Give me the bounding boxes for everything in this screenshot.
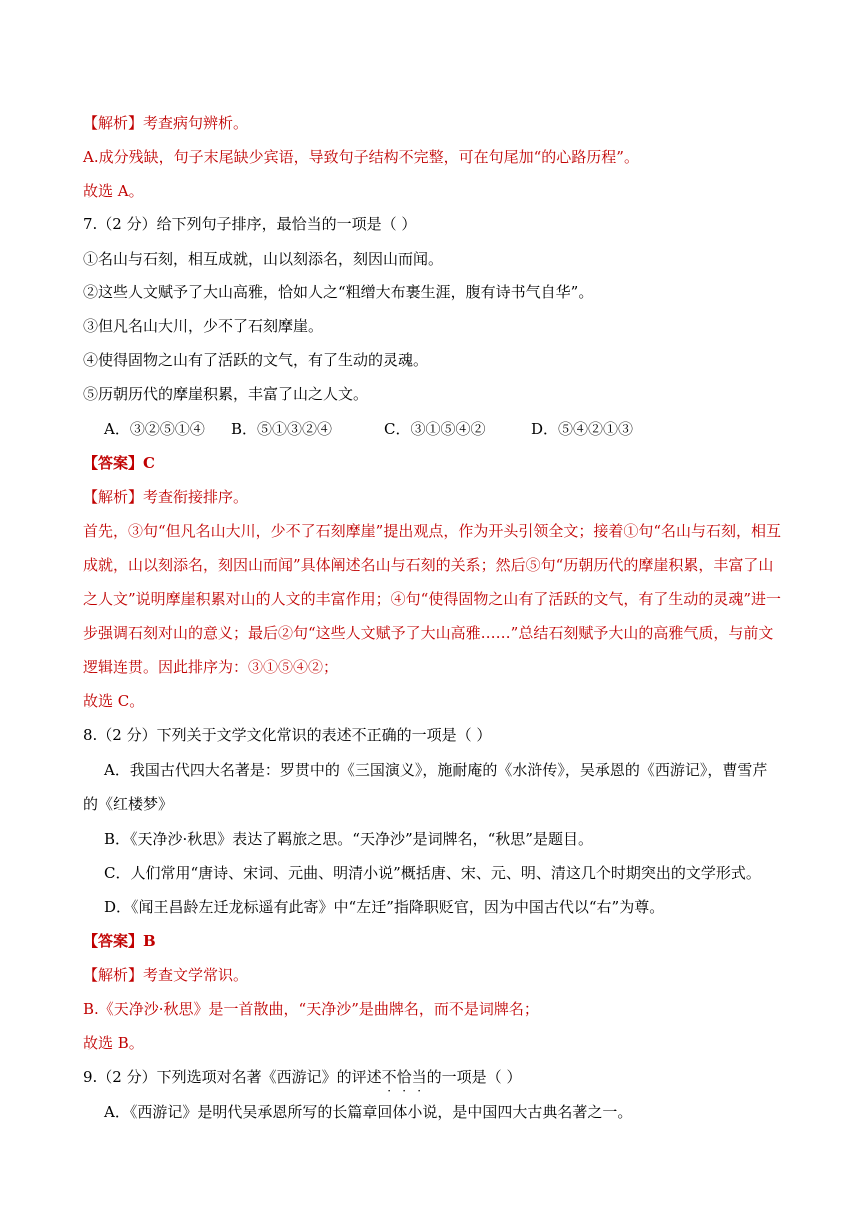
q9-stem-after: 的一项是（ ） [426,1068,522,1086]
q7-sentence-3: ③但凡名山大川，少不了石刻摩崖。 [83,317,324,335]
analysis-text: 考查衔接排序。 [143,488,249,506]
q7-answer [83,452,808,474]
analysis-tag: 【解析】 [83,114,144,132]
q8-explain: B.《天净沙·秋思》是一首散曲，“天净沙”是曲牌名，而不是词牌名； [83,1000,539,1018]
q7-option-b: B．⑤①③②④ [231,420,333,438]
q7-options [104,418,808,440]
q8-conclusion: 故选 B。 [83,1034,144,1052]
q8-option-c: C．人们常用“唐诗、宋词、元曲、明清小说”概括唐、宋、元、明、清这几个时期突出的文学形式。 [104,864,761,882]
analysis-tag: 【解析】 [83,966,144,984]
analysis-tag: 【解析】 [83,488,144,506]
q8-answer [83,930,808,952]
emphasis-char-1: 不 [381,1068,397,1086]
emphasis-char-3: 当 [411,1068,427,1086]
q9-stem-before: 9.（2 分）下列选项对名著《西游记》的评述 [83,1068,382,1086]
q8-option-a-line-2: 的《红楼梦》 [83,795,174,813]
q6-explain: A.成分残缺，句子末尾缺少宾语，导致句子结构不完整，可在句尾加“的心路历程”。 [83,148,639,166]
answer-value: B [143,932,156,950]
q7-explain-line-1: 首先，③句“但凡名山大川，少不了石刻摩崖”提出观点，作为开头引领全文；接着①句“名山与石刻，相互 [83,522,782,540]
q7-sentence-5: ⑤历朝历代的摩崖积累，丰富了山之人文。 [83,385,369,403]
q6-conclusion: 故选 A。 [83,182,144,200]
q7-explain-line-4: 步强调石刻对山的意义；最后②句“这些人文赋予了大山高雅……”总结石刻赋予大山的高雅气质，与前文 [83,624,774,642]
q7-option-c: C．③①⑤④② [384,420,486,438]
q7-sentence-1: ①名山与石刻，相互成就，山以刻添名，刻因山而闻。 [83,250,444,268]
q8-option-a-line-1: A．我国古代四大名著是：罗贯中的《三国演义》，施耐庵的《水浒传》，吴承恩的《西游记》，曹雪芹 [104,761,768,779]
q8-analysis [83,964,808,986]
answer-tag: 【答案】 [83,454,144,472]
q8-stem: 8.（2 分）下列关于文学文化常识的表述不正确的一项是（ ） [83,726,492,744]
q6-analysis [83,112,808,134]
q7-option-d: D．⑤④②①③ [531,420,634,438]
emphasis-char-2: 恰 [396,1068,412,1086]
analysis-text: 考查病句辨析。 [143,114,249,132]
q7-explain-line-5: 逻辑连贯。因此排序为：③①⑤④②； [83,658,339,676]
answer-tag: 【答案】 [83,932,144,950]
answer-value: C [143,454,155,472]
q7-explain-line-3: 之人文”说明摩崖积累对山的人文的丰富作用；④句“使得固物之山有了活跃的文气，有了生动的灵魂”进一 [83,590,782,608]
analysis-text: 考查文学常识。 [143,966,249,984]
q7-sentence-4: ④使得固物之山有了活跃的文气，有了生动的灵魂。 [83,351,429,369]
q7-stem: 7.（2 分）给下列句子排序，最恰当的一项是（ ） [83,215,417,233]
q9-option-a: A．《西游记》是明代吴承恩所写的长篇章回体小说，是中国四大古典名著之一。 [104,1103,633,1121]
q8-option-d: D．《闻王昌龄左迁龙标遥有此寄》中“左迁”指降职贬官，因为中国古代以“右”为尊。 [104,898,665,916]
q9-stem [83,1066,808,1088]
q7-option-a: A．③②⑤①④ [104,420,205,438]
q7-analysis [83,486,808,508]
q7-conclusion: 故选 C。 [83,692,145,710]
q7-sentence-2: ②这些人文赋予了大山高雅，恰如人之“粗缯大布裹生涯，腹有诗书气自华”。 [83,283,594,301]
q7-explain-line-2: 成就，山以刻添名，刻因山而闻”具体阐述名山与石刻的关系；然后⑤句“历朝历代的摩崖积累，丰富了山 [83,556,774,574]
q8-option-b: B．《天净沙·秋思》表达了羁旅之思。“天净沙”是词牌名，“秋思”是题目。 [104,830,593,848]
